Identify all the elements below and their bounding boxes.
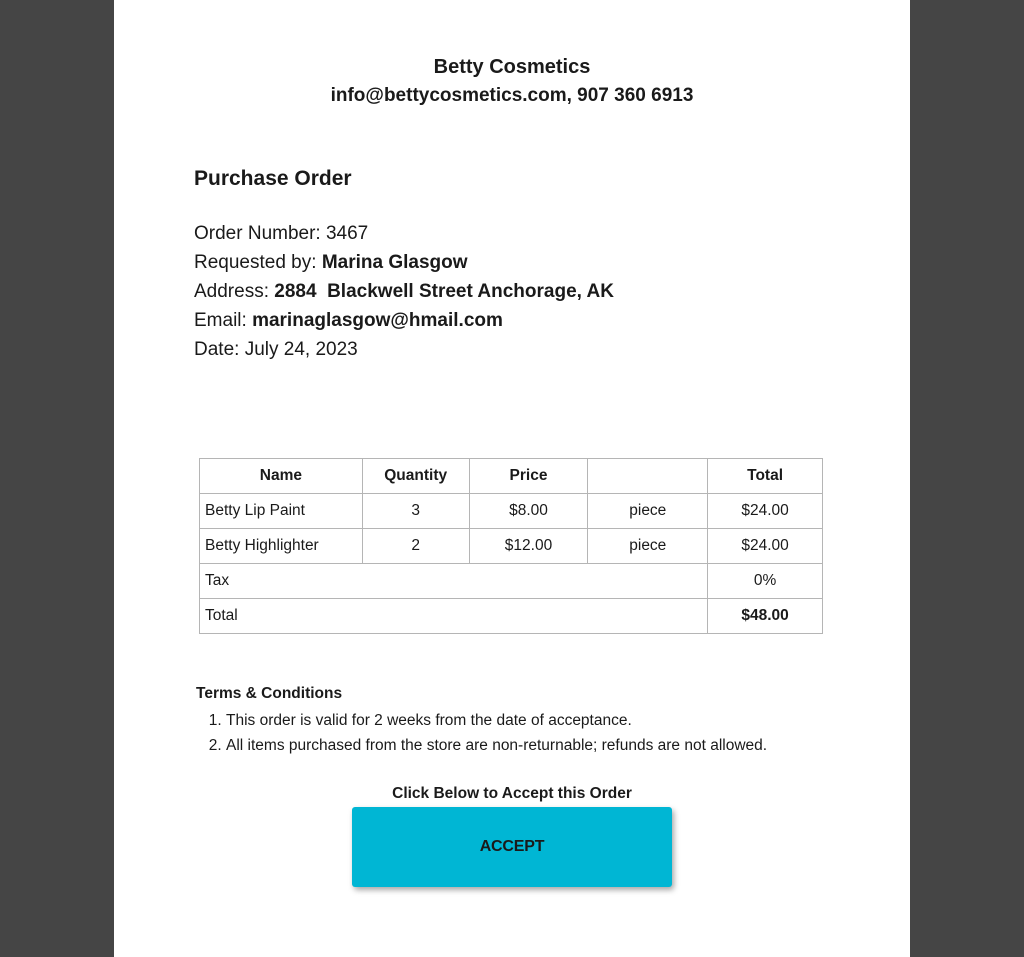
document-title: Purchase Order xyxy=(194,167,352,190)
item-unit: piece xyxy=(588,529,708,564)
column-header-name: Name xyxy=(200,459,363,494)
terms-list xyxy=(196,708,767,758)
item-price: $12.00 xyxy=(469,529,588,564)
date-label: Date: xyxy=(194,339,245,360)
grand-total-row xyxy=(200,599,823,634)
terms-section xyxy=(196,683,767,758)
tax-row xyxy=(200,564,823,599)
address-value: 2884 Blackwell Street Anchorage, AK xyxy=(274,281,614,302)
item-name: Betty Lip Paint xyxy=(200,494,363,529)
company-contact: info@bettycosmetics.com, 907 360 6913 xyxy=(330,85,694,106)
address-row xyxy=(194,277,614,306)
requested-by-value: Marina Glasgow xyxy=(321,252,468,273)
purchase-order-page xyxy=(114,0,910,957)
tax-value: 0% xyxy=(708,564,823,599)
item-total: $24.00 xyxy=(708,529,823,564)
item-price: $8.00 xyxy=(469,494,588,529)
column-header-total: Total xyxy=(708,459,823,494)
accept-prompt: Click Below to Accept this Order xyxy=(392,785,632,802)
order-items-table xyxy=(199,458,823,634)
order-number-value: 3467 xyxy=(325,223,369,244)
terms-title: Terms & Conditions xyxy=(196,685,343,702)
table-row xyxy=(200,494,823,529)
grand-total-label: Total xyxy=(200,599,708,634)
table-row xyxy=(200,529,823,564)
address-label: Address: xyxy=(194,281,275,302)
terms-item: 2. All items purchased from the store are non-returnable; refunds are not allowed. xyxy=(226,733,767,758)
date-value: July 24, 2023 xyxy=(244,339,358,360)
requested-by-label: Requested by: xyxy=(194,252,322,273)
accept-button[interactable]: ACCEPT xyxy=(352,807,672,887)
email-value: marinaglasgow@hmail.com xyxy=(252,310,503,331)
order-number-row xyxy=(194,219,614,248)
item-quantity: 3 xyxy=(362,494,469,529)
item-name: Betty Highlighter xyxy=(200,529,363,564)
column-header-quantity: Quantity xyxy=(362,459,469,494)
tax-label: Tax xyxy=(200,564,708,599)
requested-by-row xyxy=(194,248,614,277)
email-label: Email: xyxy=(194,310,253,331)
item-total: $24.00 xyxy=(708,494,823,529)
column-header-price: Price xyxy=(469,459,588,494)
terms-item: 1. This order is valid for 2 weeks from the date of acceptance. xyxy=(226,708,767,733)
order-info xyxy=(194,219,614,364)
order-number-label: Order Number: xyxy=(194,223,326,244)
date-row xyxy=(194,335,614,364)
company-name: Betty Cosmetics xyxy=(433,56,591,78)
grand-total-value: $48.00 xyxy=(708,599,823,634)
item-quantity: 2 xyxy=(362,529,469,564)
email-row xyxy=(194,306,614,335)
item-unit: piece xyxy=(588,494,708,529)
column-header-unit xyxy=(588,459,708,494)
table-header-row xyxy=(200,459,823,494)
